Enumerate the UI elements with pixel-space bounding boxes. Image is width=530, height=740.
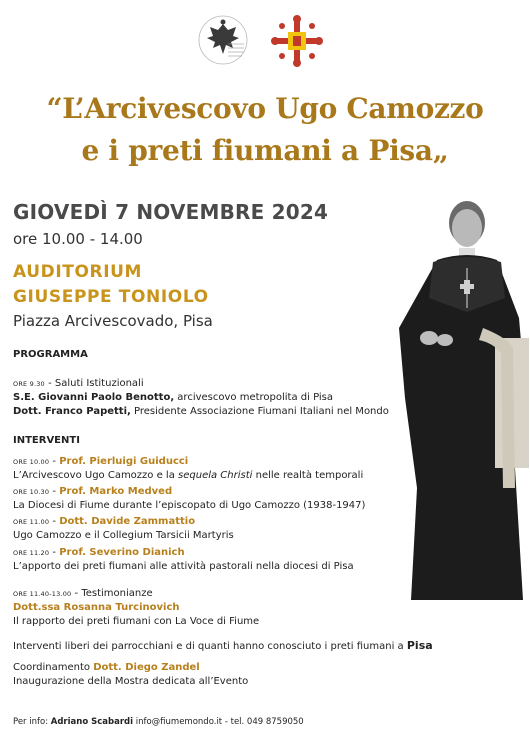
- venue-name-line2: GIUSEPPE TONIOLO: [13, 287, 209, 307]
- saluti-line: [13, 378, 144, 389]
- interventi-liberi: [13, 639, 433, 652]
- talk-1-speaker: Prof. Pierluigi Guiducci: [59, 456, 189, 467]
- coordinamento-line: [13, 662, 200, 673]
- programma-heading: PROGRAMMA: [13, 349, 88, 360]
- talk-1-topic-italic: sequela Christi: [178, 470, 253, 481]
- talk-1-time: ORE 10.00: [13, 458, 50, 466]
- talk-1-header: ORE 10.00 - Prof. Pierluigi Guiducci: [13, 456, 189, 467]
- interventi-liberi-pisa: Pisa: [406, 639, 433, 652]
- talk-3-time: ORE 11.00: [13, 518, 50, 526]
- coordinamento-name: Dott. Diego Zandel: [93, 662, 200, 673]
- papetti-line: [13, 406, 389, 417]
- talk-3-header: ORE 11.00 - Dott. Davide Zammattio: [13, 516, 196, 527]
- info-label: Per info:: [13, 717, 51, 727]
- talk-2-header: ORE 10.30 - Prof. Marko Medved: [13, 486, 173, 497]
- talk-3-speaker: Dott. Davide Zammattio: [59, 516, 196, 527]
- talk-1-topic: [13, 470, 363, 481]
- saluti-time: ORE 9.30: [13, 380, 45, 388]
- saluti-label: - Saluti Istituzionali: [44, 378, 144, 389]
- info-contact: info@fiumemondo.it - tel. 049 8759050: [133, 717, 304, 727]
- event-title-line2: e i preti fiumani a Pisa„: [81, 134, 449, 167]
- talk-2-time: ORE 10.30: [13, 488, 50, 496]
- talk-4-header: ORE 11.20 - Prof. Severino Dianich: [13, 547, 185, 558]
- eagle-crest-logo: [196, 14, 250, 70]
- logo-bar: [0, 14, 530, 70]
- testimonianze-label: - Testimonianze: [71, 588, 153, 599]
- benotto-role: arcivescovo metropolita di Pisa: [174, 392, 334, 403]
- talk-2-topic: La Diocesi di Fiume durante l’episcopato di Ugo Camozzo (1938-1947): [13, 500, 366, 511]
- event-date: GIOVEDÌ 7 NOVEMBRE 2024: [13, 200, 329, 224]
- talk-2-speaker: Prof. Marko Medved: [59, 486, 173, 497]
- interventi-liberi-text: Interventi liberi dei parrocchiani e di quanti hanno conosciuto i preti fiumani a: [13, 641, 407, 652]
- testimonianze-time: ORE 11.40-13.00: [13, 590, 72, 598]
- turcinovich-name: Dott.ssa Rosanna Turcinovich: [13, 602, 180, 613]
- interventi-heading: INTERVENTI: [13, 435, 80, 446]
- turcinovich-topic: Il rapporto dei preti fiumani con La Voce di Fiume: [13, 616, 260, 627]
- talk-1-topic-a: L’Arcivescovo Ugo Camozzo e la: [13, 470, 179, 481]
- venue-name-line1: AUDITORIUM: [13, 262, 143, 282]
- coordinamento-label: Coordinamento: [13, 662, 94, 673]
- talk-3-topic: Ugo Camozzo e il Collegium Tarsicii Martyris: [13, 530, 234, 541]
- venue-address: Piazza Arcivescovado, Pisa: [13, 312, 213, 330]
- talk-4-topic: L’apporto dei preti fiumani alle attività pastorali nella diocesi di Pisa: [13, 561, 354, 572]
- mostra-line: Inaugurazione della Mostra dedicata all’Evento: [13, 676, 249, 687]
- info-line: [13, 717, 304, 727]
- talk-4-speaker: Prof. Severino Dianich: [59, 547, 185, 558]
- papetti-name: Dott. Franco Papetti,: [13, 406, 131, 417]
- talk-4-time: ORE 11.20: [13, 549, 50, 557]
- benotto-line: [13, 392, 333, 403]
- benotto-name: S.E. Giovanni Paolo Benotto,: [13, 392, 175, 403]
- event-title-line1: “L’Arcivescovo Ugo Camozzo: [46, 92, 484, 125]
- cross-emblem-logo: [270, 14, 324, 70]
- testimonianze-line: [13, 588, 153, 599]
- event-hours: ore 10.00 - 14.00: [13, 230, 143, 248]
- archbishop-photo: [383, 188, 529, 602]
- info-name: Adriano Scabardi: [50, 717, 134, 727]
- papetti-role: Presidente Associazione Fiumani Italiani nel Mondo: [130, 406, 389, 417]
- talk-1-topic-b: nelle realtà temporali: [252, 470, 364, 481]
